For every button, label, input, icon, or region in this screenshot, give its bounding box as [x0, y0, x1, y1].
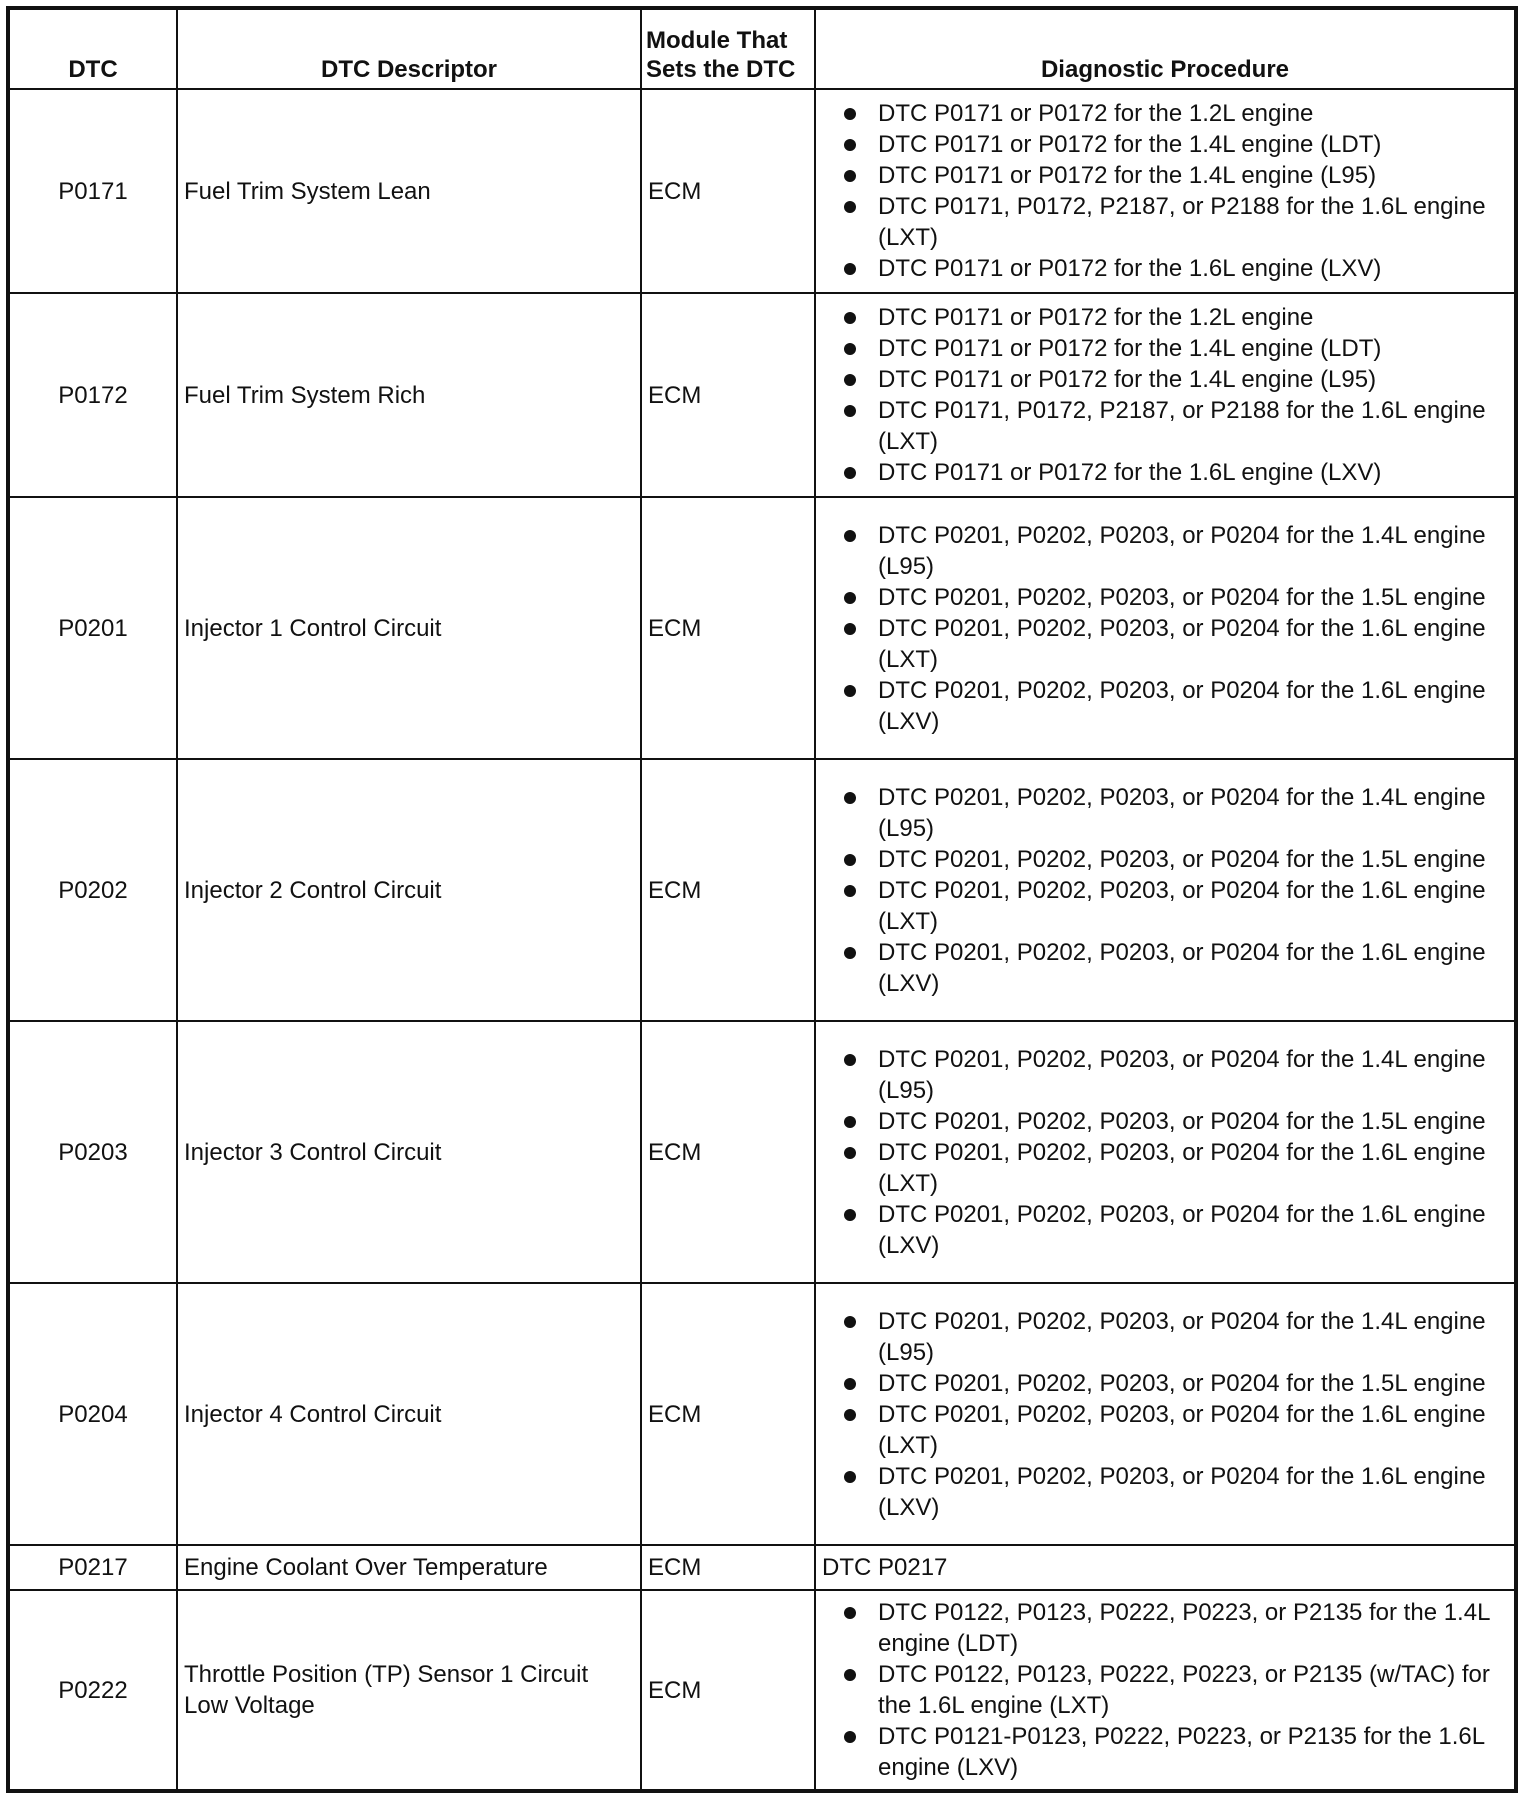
- module: ECM: [641, 1283, 815, 1545]
- procedure-link[interactable]: DTC P0201, P0202, P0203, or P0204 for the 1.5L engine: [822, 844, 1508, 875]
- procedure-list: [822, 1306, 1508, 1523]
- procedure-link[interactable]: DTC P0171, P0172, P2187, or P2188 for the 1.6L engine (LXT): [822, 395, 1508, 457]
- dtc-code: P0202: [8, 759, 177, 1021]
- procedure-link[interactable]: DTC P0201, P0202, P0203, or P0204 for the 1.5L engine: [822, 1368, 1508, 1399]
- table-row: [8, 1021, 1516, 1283]
- procedure-link[interactable]: DTC P0171 or P0172 for the 1.6L engine (LXV): [822, 457, 1508, 488]
- procedure-link[interactable]: DTC P0201, P0202, P0203, or P0204 for the 1.6L engine (LXV): [822, 675, 1508, 737]
- table-body: [8, 89, 1516, 1791]
- procedure-link[interactable]: DTC P0171 or P0172 for the 1.2L engine: [822, 98, 1508, 129]
- procedure-link[interactable]: DTC P0121-P0123, P0222, P0223, or P2135 for the 1.6L engine (LXV): [822, 1721, 1508, 1783]
- procedure-link[interactable]: DTC P0201, P0202, P0203, or P0204 for the 1.4L engine (L95): [822, 520, 1508, 582]
- dtc-code: P0203: [8, 1021, 177, 1283]
- module: ECM: [641, 497, 815, 759]
- module: ECM: [641, 1545, 815, 1590]
- procedure-link[interactable]: DTC P0201, P0202, P0203, or P0204 for the 1.5L engine: [822, 1106, 1508, 1137]
- dtc-descriptor: Injector 2 Control Circuit: [177, 759, 641, 1021]
- procedure-link[interactable]: DTC P0201, P0202, P0203, or P0204 for the 1.6L engine (LXV): [822, 1199, 1508, 1261]
- diagnostic-procedure: [815, 89, 1516, 293]
- dtc-descriptor: Throttle Position (TP) Sensor 1 Circuit Low Voltage: [177, 1590, 641, 1791]
- diagnostic-procedure: [815, 1283, 1516, 1545]
- diagnostic-procedure: [815, 497, 1516, 759]
- procedure-link[interactable]: DTC P0171, P0172, P2187, or P2188 for the 1.6L engine (LXT): [822, 191, 1508, 253]
- table-row: [8, 1545, 1516, 1590]
- dtc-descriptor: Fuel Trim System Lean: [177, 89, 641, 293]
- procedure-link[interactable]: DTC P0122, P0123, P0222, P0223, or P2135 (w/TAC) for the 1.6L engine (LXT): [822, 1659, 1508, 1721]
- header-module: Module That Sets the DTC: [641, 8, 815, 89]
- table-row: [8, 759, 1516, 1021]
- procedure-link[interactable]: DTC P0201, P0202, P0203, or P0204 for the 1.4L engine (L95): [822, 1044, 1508, 1106]
- dtc-code: P0171: [8, 89, 177, 293]
- procedure-link[interactable]: DTC P0201, P0202, P0203, or P0204 for the 1.6L engine (LXV): [822, 1461, 1508, 1523]
- diagnostic-procedure: [815, 1590, 1516, 1791]
- procedure-link[interactable]: DTC P0201, P0202, P0203, or P0204 for the 1.6L engine (LXT): [822, 613, 1508, 675]
- dtc-descriptor: Injector 1 Control Circuit: [177, 497, 641, 759]
- module: ECM: [641, 293, 815, 497]
- dtc-code: P0172: [8, 293, 177, 497]
- diagnostic-procedure: [815, 759, 1516, 1021]
- table-row: [8, 1590, 1516, 1791]
- dtc-descriptor: Fuel Trim System Rich: [177, 293, 641, 497]
- procedure-link[interactable]: DTC P0201, P0202, P0203, or P0204 for the 1.4L engine (L95): [822, 1306, 1508, 1368]
- module: ECM: [641, 759, 815, 1021]
- procedure-list: [822, 1044, 1508, 1261]
- procedure-link[interactable]: DTC P0201, P0202, P0203, or P0204 for the 1.6L engine (LXT): [822, 1137, 1508, 1199]
- procedure-link[interactable]: DTC P0171 or P0172 for the 1.4L engine (LDT): [822, 129, 1508, 160]
- module: ECM: [641, 1590, 815, 1791]
- table-row: [8, 497, 1516, 759]
- procedure-list: [822, 302, 1508, 488]
- table-row: [8, 293, 1516, 497]
- procedure-link[interactable]: DTC P0201, P0202, P0203, or P0204 for the 1.4L engine (L95): [822, 782, 1508, 844]
- table-header-row: [8, 8, 1516, 89]
- procedure-link[interactable]: DTC P0201, P0202, P0203, or P0204 for the 1.6L engine (LXT): [822, 1399, 1508, 1461]
- procedure-link[interactable]: DTC P0171 or P0172 for the 1.6L engine (LXV): [822, 253, 1508, 284]
- dtc-table: [6, 6, 1518, 1793]
- header-dtc: DTC: [8, 8, 177, 89]
- dtc-code: P0201: [8, 497, 177, 759]
- procedure-list: [822, 782, 1508, 999]
- procedure-link[interactable]: DTC P0171 or P0172 for the 1.4L engine (L95): [822, 160, 1508, 191]
- dtc-code: P0222: [8, 1590, 177, 1791]
- dtc-descriptor: Injector 3 Control Circuit: [177, 1021, 641, 1283]
- procedure-link[interactable]: DTC P0171 or P0172 for the 1.4L engine (L95): [822, 364, 1508, 395]
- table-row: [8, 1283, 1516, 1545]
- procedure-link[interactable]: DTC P0201, P0202, P0203, or P0204 for the 1.5L engine: [822, 582, 1508, 613]
- procedure-link[interactable]: DTC P0122, P0123, P0222, P0223, or P2135 for the 1.4L engine (LDT): [822, 1597, 1508, 1659]
- procedure-link[interactable]: DTC P0171 or P0172 for the 1.2L engine: [822, 302, 1508, 333]
- diagnostic-procedure-link[interactable]: DTC P0217: [815, 1545, 1516, 1590]
- dtc-descriptor: Injector 4 Control Circuit: [177, 1283, 641, 1545]
- procedure-link[interactable]: DTC P0201, P0202, P0203, or P0204 for the 1.6L engine (LXT): [822, 875, 1508, 937]
- diagnostic-procedure: [815, 293, 1516, 497]
- procedure-link[interactable]: DTC P0171 or P0172 for the 1.4L engine (LDT): [822, 333, 1508, 364]
- module: ECM: [641, 89, 815, 293]
- header-descriptor: DTC Descriptor: [177, 8, 641, 89]
- dtc-descriptor: Engine Coolant Over Temperature: [177, 1545, 641, 1590]
- header-procedure: Diagnostic Procedure: [815, 8, 1516, 89]
- dtc-code: P0204: [8, 1283, 177, 1545]
- procedure-list: [822, 1597, 1508, 1783]
- dtc-code: P0217: [8, 1545, 177, 1590]
- procedure-list: [822, 520, 1508, 737]
- diagnostic-procedure: [815, 1021, 1516, 1283]
- table-row: [8, 89, 1516, 293]
- procedure-list: [822, 98, 1508, 284]
- procedure-link[interactable]: DTC P0201, P0202, P0203, or P0204 for the 1.6L engine (LXV): [822, 937, 1508, 999]
- module: ECM: [641, 1021, 815, 1283]
